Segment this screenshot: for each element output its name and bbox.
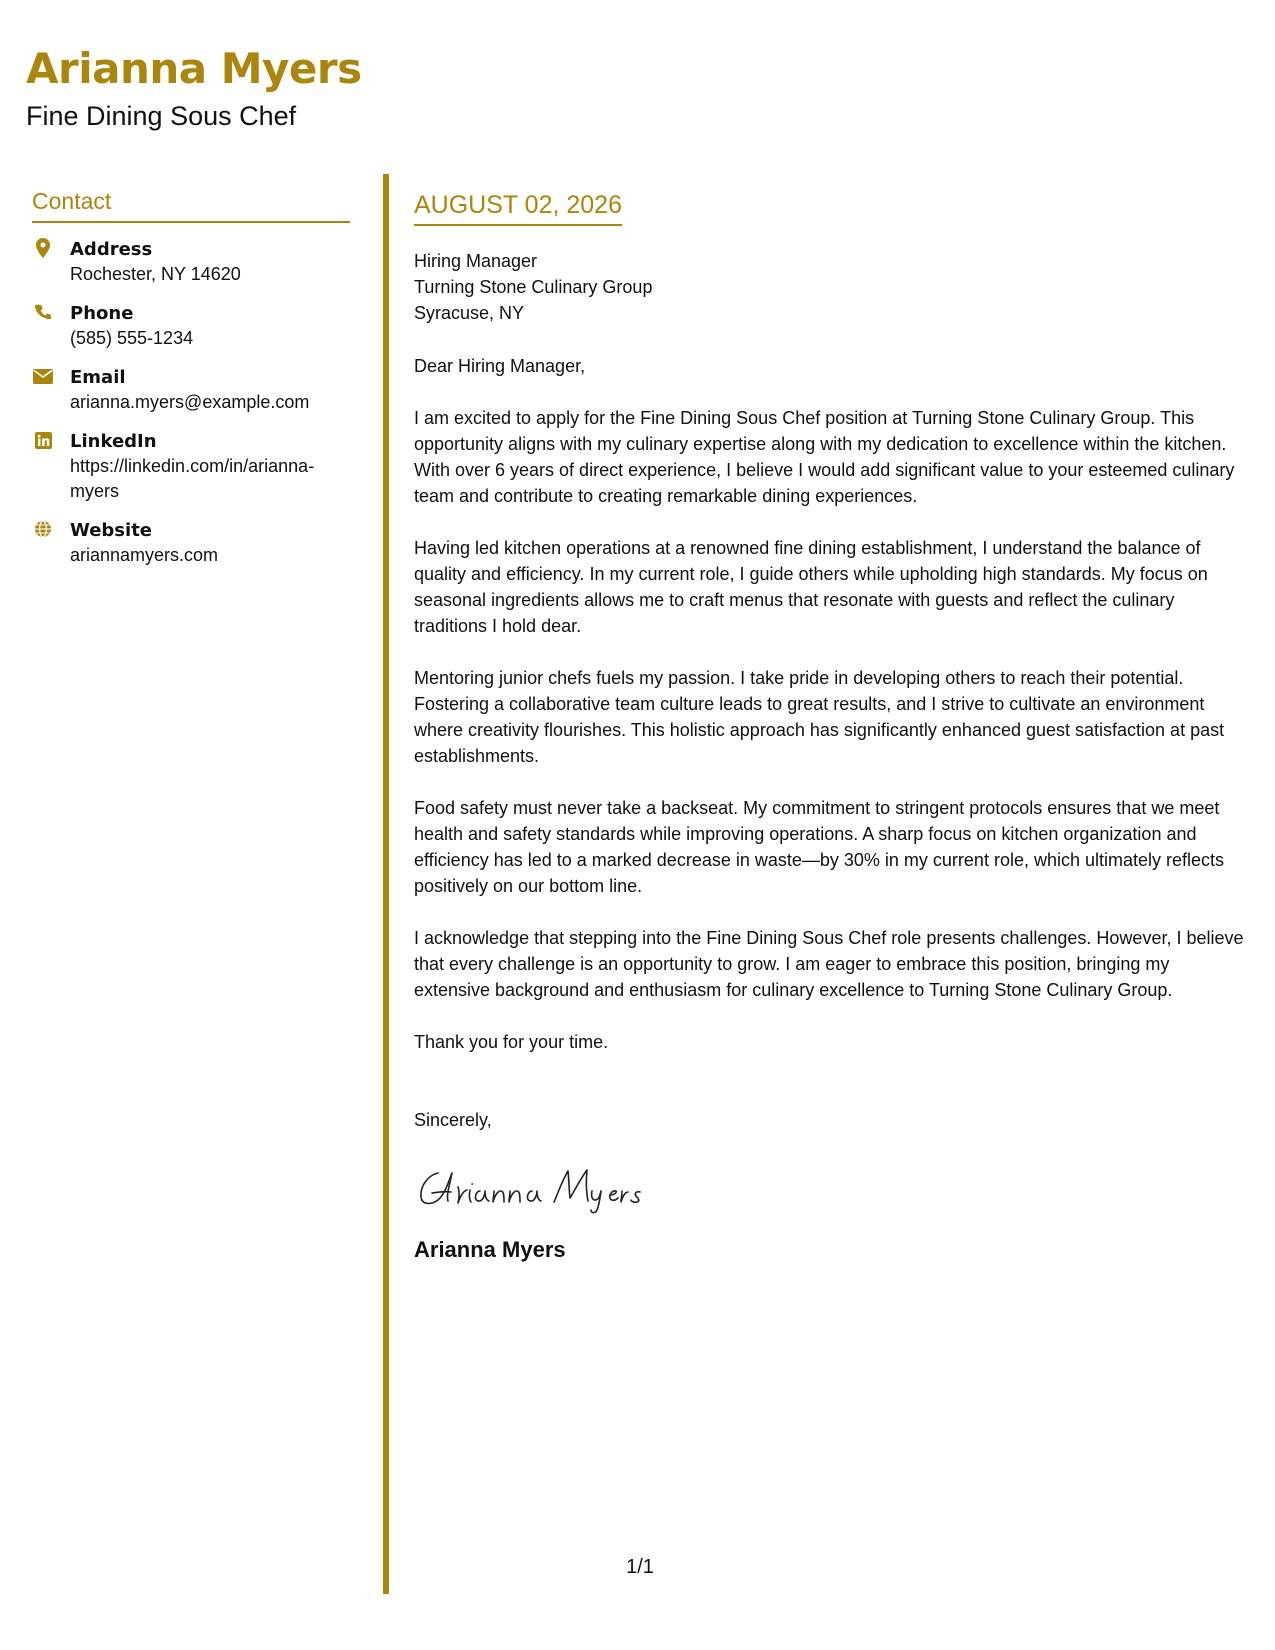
website-value[interactable]: ariannamyers.com xyxy=(70,545,219,565)
contact-item-phone xyxy=(32,301,350,351)
letter-date: AUGUST 02, 2026 xyxy=(414,190,622,226)
closing: Sincerely, xyxy=(414,1110,492,1130)
paragraph: I am excited to apply for the Fine Dining Sous Chef position at Turning Stone Culinary Group. This opportunity aligns with my culinary expertise along with my dedication to excellence within the kitchen. With over 6 years of direct experience, I believe I would add significant value to your esteemed culinary team and contribute to creating remarkable dining experiences. xyxy=(414,408,1235,506)
contact-item-linkedin xyxy=(32,429,350,504)
applicant-name: Arianna Myers xyxy=(26,44,362,93)
map-pin-icon xyxy=(32,237,54,259)
thank-you-line: Thank you for your time. xyxy=(414,1032,609,1052)
paragraph: Mentoring junior chefs fuels my passion. I take pride in developing others to reach their potential. Fostering a collaborative team culture leads to great results, and I strive to cultivate an environment where creativity flourishes. This holistic approach has significantly enhanced guest satisfaction at past establishments. xyxy=(414,668,1225,766)
contact-sidebar xyxy=(32,188,350,582)
contact-item-address xyxy=(32,237,350,287)
vertical-divider xyxy=(383,174,389,1594)
contact-label: Email xyxy=(70,367,126,388)
contact-label: Website xyxy=(70,520,153,541)
paragraph: Having led kitchen operations at a renowned fine dining establishment, I understand the balance of quality and efficiency. In my current role, I guide others while upholding high standards. My focus on seasonal ingredients allows me to craft menus that resonate with guests and reflect the culinary traditions I hold dear. xyxy=(414,538,1208,636)
phone-icon xyxy=(32,301,54,323)
linkedin-icon xyxy=(32,429,54,451)
globe-icon xyxy=(32,518,54,540)
phone-value[interactable]: (585) 555-1234 xyxy=(70,328,194,348)
linkedin-value[interactable]: https://linkedin.com/in/arianna-myers xyxy=(70,456,315,501)
contact-heading: Contact xyxy=(32,188,350,223)
contact-label: Phone xyxy=(70,303,134,324)
recipient-name: Hiring Manager xyxy=(414,251,538,271)
contact-item-website xyxy=(32,518,350,568)
applicant-title: Fine Dining Sous Chef xyxy=(26,101,297,131)
contact-label: LinkedIn xyxy=(70,431,157,452)
recipient-company: Turning Stone Culinary Group xyxy=(414,277,653,297)
contact-item-email xyxy=(32,365,350,415)
signer-name: Arianna Myers xyxy=(414,1237,566,1262)
letter-body xyxy=(414,190,1244,1263)
greeting: Dear Hiring Manager, xyxy=(414,356,586,376)
paragraph: Food safety must never take a backseat. My commitment to stringent protocols ensures that we meet health and safety standards while improving operations. A sharp focus on kitchen organization and efficiency has led to a marked decrease in waste—by 30% in my current role, which ultimately reflects positively on our bottom line. xyxy=(414,798,1225,896)
envelope-icon xyxy=(32,365,54,387)
paragraph: I acknowledge that stepping into the Fine Dining Sous Chef role presents challenges. However, I believe that every challenge is an opportunity to grow. I am eager to embrace this position, bringing my extensive background and enthusiasm for culinary excellence to Turning Stone Culinary Group. xyxy=(414,928,1244,1000)
recipient-block xyxy=(414,248,1244,326)
page-number: 1/1 xyxy=(626,1556,654,1578)
recipient-location: Syracuse, NY xyxy=(414,303,525,323)
address-value: Rochester, NY 14620 xyxy=(70,264,241,284)
handwritten-signature xyxy=(416,1155,1244,1215)
contact-label: Address xyxy=(70,239,153,260)
email-value[interactable]: arianna.myers@example.com xyxy=(70,392,310,412)
